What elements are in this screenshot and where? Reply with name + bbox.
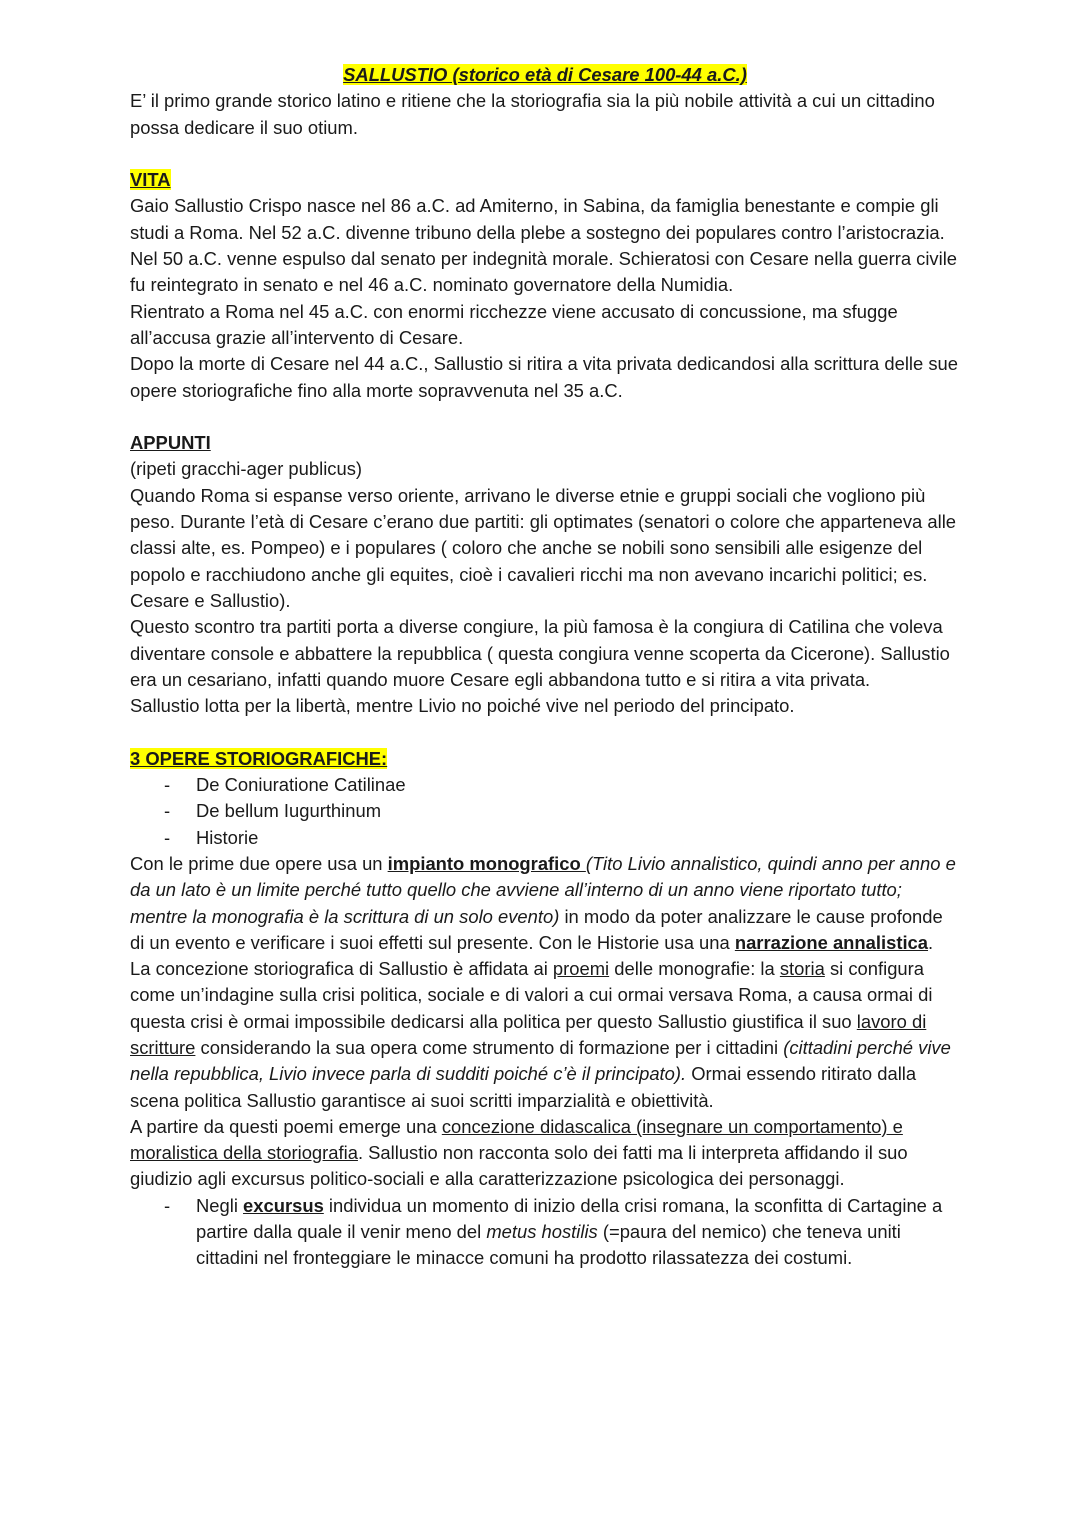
text-run: La concezione storiografica di Sallustio è affidata ai [130,958,553,980]
list-item [196,1193,960,1272]
vita-paragraph-2: Nel 50 a.C. venne espulso dal senato per indegnità morale. Schieratosi con Cesare nella guerra civile fu reintegrato in senato e nel 46 a.C. nominato governatore della Numidia. [130,248,958,296]
impianto-monografico-term: impianto monografico [387,852,586,874]
text-run: considerando la sua opera come strumento di formazione per i cittadini [195,1036,784,1058]
appunti-heading: APPUNTI [130,432,211,454]
text-run: . [928,931,934,953]
text-run: Negli [196,1194,244,1216]
text-run: Con le prime due opere usa un [130,852,388,874]
text-run: A partire da questi poemi emerge una [130,1115,442,1137]
appunti-paragraph-3: Sallustio lotta per la libertà, mentre Livio no poiché vive nel periodo del principato. [130,695,795,717]
page-title [130,62,960,88]
metus-hostilis-term: metus hostilis [486,1221,598,1243]
opere-paragraph-2 [130,956,960,1114]
appunti-note: (ripeti gracchi-ager publicus) [130,458,363,480]
appunti-paragraph-2: Questo scontro tra partiti porta a diverse congiure, la più famosa è la congiura di Catilina che voleva diventare console e abbattere la repubblica ( questa congiura venne scoperta da Cicerone). Sallustio era un cesariano, infatti quando muore Cesare egli abbandona tutto e si ritira a vita privata. [130,616,950,690]
opere-list [130,772,960,851]
proemi-term: proemi [552,958,610,980]
opere-heading [130,746,960,772]
excursus-list [130,1193,960,1272]
narrazione-annalistica-term: narrazione annalistica [734,931,929,953]
excursus-term: excursus [243,1194,324,1216]
text-run: in modo da poter analizzare le cause profonde di un evento e verificare i suoi effetti sul presente. Con le Historie usa una [130,905,943,953]
vita-heading-highlight: VITA [130,169,171,191]
cittadini-note: (cittadini perché vive nella repubblica, Livio invece parla di sudditi poiché c’è il principato). [130,1036,951,1085]
storia-term: storia [779,958,825,980]
document-page [130,62,960,1272]
text-run: delle monografie: la [609,958,780,980]
appunti-paragraph-1: Quando Roma si espanse verso oriente, arrivano le diverse etnie e gruppi sociali che vogliono più peso. Durante l’età di Cesare c’erano due partiti: gli optimates (senatori o colore che apparteneva alle classi alte, es. Pompeo) e i populares ( coloro che anche se nobili sono sensibili alle esigenze del popolo e racchiudono anche gli equites, cioè i cavalieri ricchi ma non avevano incarichi politici; es. Cesare e Sallustio). [130,484,957,611]
text-run: . Sallustio non racconta solo dei fatti ma li interpreta affidando il suo giudizio agli excursus politico-sociali e alla caratterizzazione psicologica dei personaggi. [130,1142,908,1190]
list-item: - De bellum Iugurthinum [196,798,960,824]
vita-heading [130,167,960,193]
opere-heading-highlight: 3 OPERE STORIOGRAFICHE: [130,747,388,769]
list-item: - Historie [196,825,960,851]
opere-paragraph-1 [130,851,960,956]
vita-paragraph-4: Dopo la morte di Cesare nel 44 a.C., Sallustio si ritira a vita privata dedicandosi alla scrittura delle sue opere storiografiche fino alla morte sopravvenuta nel 35 a.C. [130,353,958,401]
opere-paragraph-3 [130,1114,960,1193]
text-run: (=paura del nemico) che teneva uniti cittadini nel fronteggiare le minacce comuni ha prodotto rilassatezza dei costumi. [196,1221,901,1269]
title-highlight: SALLUSTIO (storico età di Cesare 100-44 a.C.) [343,64,747,85]
text-run: Ormai essendo ritirato dalla scena politica Sallustio garantisce ai suoi scritti imparzialità e obiettività. [130,1063,917,1111]
vita-paragraph-1: Gaio Sallustio Crispo nasce nel 86 a.C. ad Amiterno, in Sabina, da famiglia benestante e compie gli studi a Roma. Nel 52 a.C. divenne tribuno della plebe a sostegno dei populares contro l’aristocrazia. [130,195,945,243]
vita-paragraph-3: Rientrato a Roma nel 45 a.C. con enormi ricchezze viene accusato di concussione, ma sfugge all’accusa grazie all’intervento di Cesare. [130,300,898,348]
text-run: si configura come un’indagine sulla crisi politica, sociale e di valori a cui ormai versava Roma, a causa ormai di questa crisi è ormai impossibile dedicarsi alla politica per questo Sallustio giustifica il suo [130,958,933,1032]
lavoro-di-scritture-term: lavoro di scritture [130,1010,927,1058]
list-item: - De Coniuratione Catilinae [196,772,960,798]
intro-paragraph: E’ il primo grande storico latino e ritiene che la storiografia sia la più nobile attività a cui un cittadino possa dedicare il suo otium. [130,90,935,138]
concezione-term: concezione didascalica (insegnare un comportamento) e moralistica della storiografia [130,1115,903,1164]
text-run: individua un momento di inizio della crisi romana, la sconfitta di Cartagine a partire dalla quale il venir meno del [196,1194,943,1243]
livio-note: (Tito Livio annalistico, quindi anno per anno e da un lato è un limite perché tutto quello che avviene all’interno di un anno viene riportato tutto; mentre la monografia è la scrittura di un solo evento) [130,852,956,927]
